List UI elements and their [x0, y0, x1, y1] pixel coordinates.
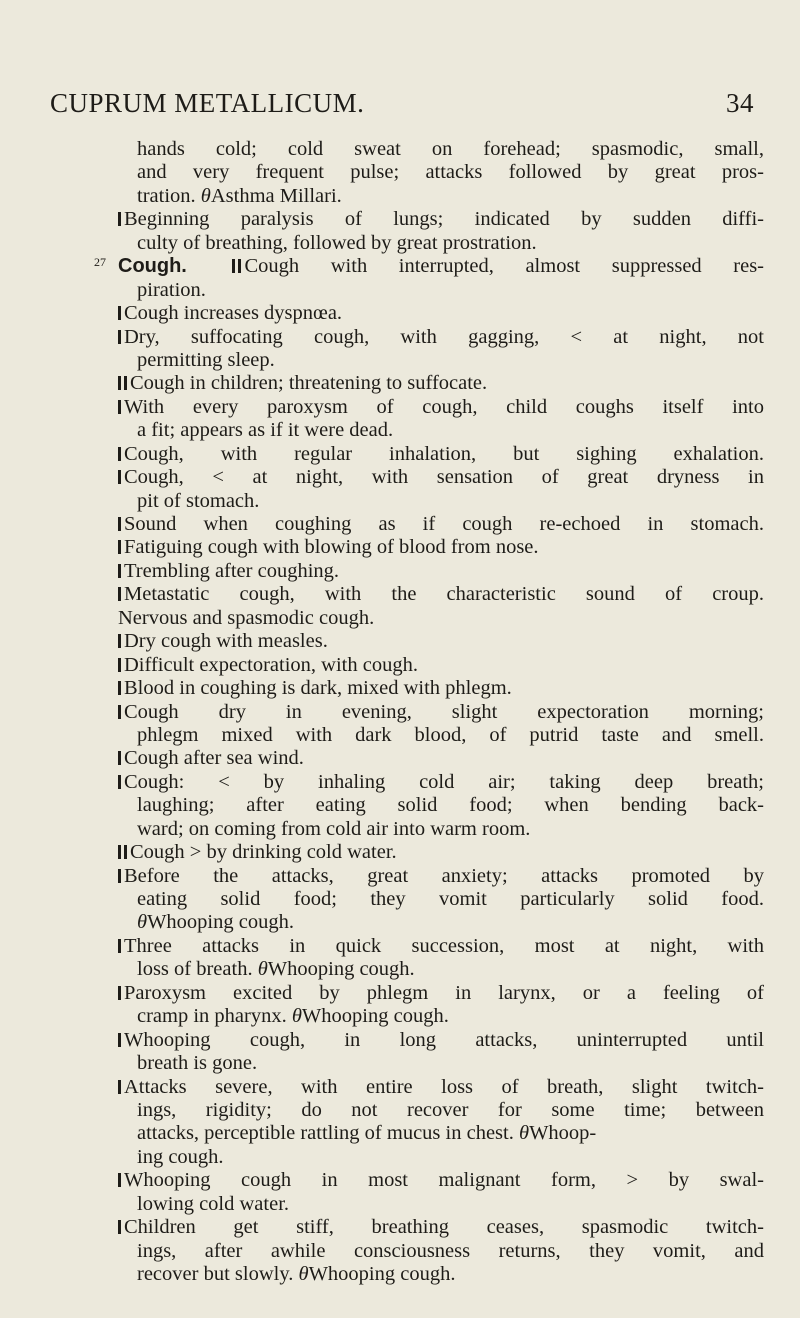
text-line: ing cough.: [137, 1145, 224, 1168]
symptom-entry: [118, 466, 764, 489]
entry-text: Fatiguing cough with blowing of blood from nose.: [124, 536, 539, 559]
entry-text: Children get stiff, breathing ceases, spasmodic twitch-: [124, 1216, 764, 1239]
entry-text: Three attacks in quick succession, most at night, with: [124, 934, 764, 957]
symptom-entry: [118, 443, 764, 466]
entry-text: Cough > by drinking cold water.: [130, 841, 397, 864]
grade-mark: [118, 540, 121, 554]
text-line: a fit; appears as if it were dead.: [137, 419, 394, 442]
grade-mark: [118, 212, 121, 226]
section-heading-line: [94, 255, 764, 278]
entry-text: Metastatic cough, with the characteristic sound of croup.: [124, 583, 764, 606]
entry-text: Cough with interrupted, almost suppressed res-: [244, 255, 764, 278]
grade-mark: [118, 400, 121, 414]
symptom-entry: [118, 677, 764, 700]
line-text: Whooping cough.: [267, 958, 415, 981]
grade-mark: [118, 986, 121, 1000]
symptom-entry: [118, 302, 764, 325]
text-line: ings, after awhile consciousness returns, they vomit, and: [137, 1239, 764, 1262]
grade-mark: [118, 1220, 121, 1234]
symptom-entry: [118, 208, 764, 231]
theta-marker: θ: [298, 1263, 309, 1285]
symptom-entry: [118, 771, 764, 794]
grade-mark: [118, 869, 121, 883]
symptom-entry: [118, 982, 764, 1005]
text-line: piration.: [137, 278, 206, 301]
symptom-entry: [118, 1216, 764, 1239]
text-line: [118, 1005, 764, 1028]
theta-marker: θ: [200, 184, 211, 207]
entry-text: Sound when coughing as if cough re-echoed in stomach.: [124, 513, 764, 535]
entry-text: Whooping cough, in long attacks, uninterrupted until: [124, 1028, 764, 1051]
running-title: CUPRUM METALLICUM.: [50, 88, 365, 118]
entry-text: Difficult expectoration, with cough.: [124, 653, 418, 676]
text-line: ward; on coming from cold air into warm room.: [137, 817, 531, 840]
entry-text: Cough: < by inhaling cold air; taking deep breath;: [124, 770, 764, 793]
symptom-entry: [118, 654, 764, 677]
grade-mark: [118, 634, 121, 648]
entry-text: Attacks severe, with entire loss of breath, slight twitch-: [124, 1075, 764, 1098]
line-text: tration.: [137, 184, 196, 207]
text-line: pit of stomach.: [137, 489, 260, 512]
grade-mark-double: [232, 259, 235, 273]
entry-text: Cough in children; threatening to suffocate.: [130, 372, 488, 395]
entry-text: Before the attacks, great anxiety; attacks promoted by: [124, 864, 764, 887]
symptom-entry: [118, 1029, 764, 1052]
line-text: recover but slowly.: [137, 1263, 294, 1285]
entry-text: With every paroxysm of cough, child coughs itself into: [124, 395, 764, 418]
entry-text: Cough, < at night, with sensation of great dryness in: [124, 466, 764, 489]
symptom-entry: [118, 630, 764, 653]
page-body: [94, 138, 764, 1286]
text-line: [118, 911, 764, 934]
entry-text: Cough dry in evening, slight expectoration morning;: [124, 700, 764, 723]
entry-text: Dry cough with measles.: [124, 630, 328, 653]
theta-marker: θ: [137, 911, 148, 934]
text-line: lowing cold water.: [137, 1192, 290, 1215]
grade-mark: [118, 1080, 121, 1094]
section-title: Cough.: [118, 255, 187, 278]
symptom-entry: [118, 536, 764, 559]
symptom-entry: [118, 1169, 764, 1192]
grade-mark: [118, 658, 121, 672]
symptom-entry: [118, 865, 764, 888]
text-line: [118, 185, 764, 208]
line-text: Whooping cough.: [308, 1263, 456, 1285]
line-text: Whooping cough.: [301, 1005, 449, 1028]
text-line: hands cold; cold sweat on forehead; spasmodic, small,: [137, 138, 764, 160]
text-line: [118, 958, 764, 981]
text-line: laughing; after eating solid food; when bending back-: [137, 794, 764, 817]
line-text: loss of breath.: [137, 958, 253, 981]
entry-text: Cough increases dyspnœa.: [124, 302, 343, 325]
section-number: 27: [94, 255, 106, 270]
grade-mark: [118, 564, 121, 578]
text-line: breath is gone.: [137, 1052, 258, 1075]
symptom-entry: [118, 560, 764, 583]
grade-mark-double: [118, 376, 121, 390]
text-line: and very frequent pulse; attacks followed by great pros-: [137, 161, 764, 184]
grade-mark: [118, 705, 121, 719]
symptom-entry: [118, 841, 764, 864]
symptom-entry: [118, 701, 764, 724]
grade-mark-double: [118, 845, 121, 859]
entry-text: Trembling after coughing.: [124, 559, 340, 582]
entry-text: Dry, suffocating cough, with gagging, < at night, not: [124, 325, 764, 348]
grade-mark: [118, 587, 121, 601]
line-text: Whoop-: [529, 1122, 597, 1145]
grade-mark: [118, 517, 121, 531]
grade-mark: [118, 1173, 121, 1187]
text-line: ings, rigidity; do not recover for some time; between: [137, 1098, 764, 1121]
entry-text: Cough after sea wind.: [124, 747, 304, 770]
theta-marker: θ: [257, 958, 268, 981]
line-text: cramp in pharynx.: [137, 1005, 287, 1028]
page-number: 34: [726, 88, 754, 118]
symptom-entry: [118, 372, 764, 395]
entry-text: Beginning paralysis of lungs; indicated by sudden diffi-: [124, 208, 764, 231]
symptom-entry: [118, 396, 764, 419]
running-head: [50, 88, 754, 124]
grade-mark: [118, 1033, 121, 1047]
grade-mark: [118, 775, 121, 789]
theta-marker: θ: [291, 1005, 302, 1028]
entry-text: Blood in coughing is dark, mixed with phlegm.: [124, 677, 512, 700]
grade-mark: [118, 306, 121, 320]
text-line: permitting sleep.: [137, 348, 275, 371]
grade-mark: [118, 681, 121, 695]
grade-mark: [118, 751, 121, 765]
entry-text: Paroxysm excited by phlegm in larynx, or a feeling of: [124, 981, 764, 1004]
text-line: phlegm mixed with dark blood, of putrid taste and smell.: [137, 723, 764, 746]
line-text: Asthma Millari.: [210, 184, 342, 207]
symptom-entry: [118, 513, 764, 536]
symptom-entry: [118, 747, 764, 770]
text-line: [118, 1263, 764, 1286]
entry-text: Whooping cough in most malignant form, > by swal-: [124, 1169, 764, 1192]
symptom-entry: [118, 583, 764, 606]
line-text: attacks, perceptible rattling of mucus in chest.: [137, 1122, 514, 1145]
entry-text: Cough, with regular inhalation, but sighing exhalation.: [124, 442, 764, 465]
grade-mark: [118, 330, 121, 344]
grade-mark: [118, 939, 121, 953]
symptom-entry: Nervous and spasmodic cough.: [118, 606, 375, 629]
line-text: Whooping cough.: [147, 911, 294, 934]
text-line: [118, 1122, 764, 1145]
grade-mark: [118, 470, 121, 484]
symptom-entry: [118, 935, 764, 958]
symptom-entry: [118, 326, 764, 349]
grade-mark: [118, 447, 121, 461]
text-line: culty of breathing, followed by great prostration.: [137, 231, 537, 254]
theta-marker: θ: [518, 1122, 530, 1145]
symptom-entry: [118, 1076, 764, 1099]
text-line: eating solid food; they vomit particularly solid food.: [137, 888, 764, 910]
